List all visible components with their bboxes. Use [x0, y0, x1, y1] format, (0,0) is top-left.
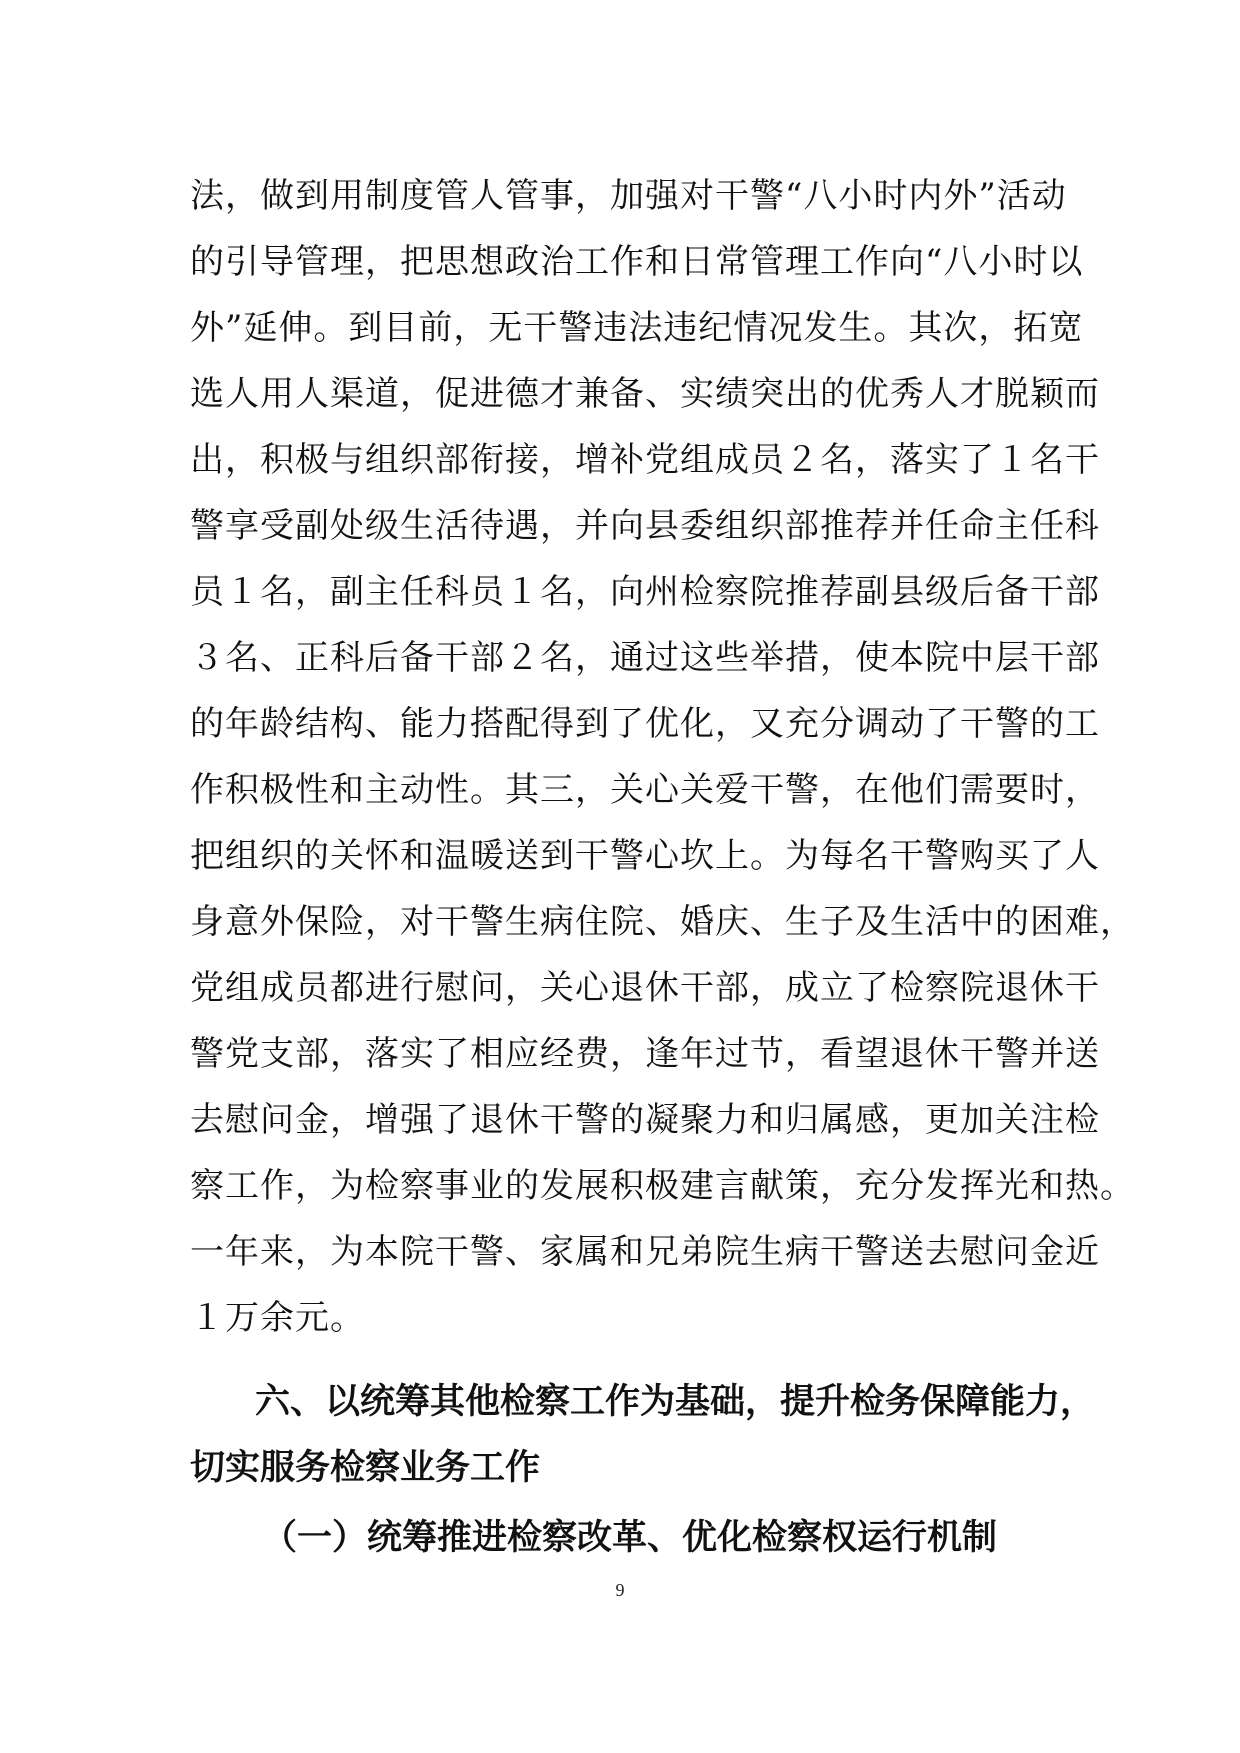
text-line: 察工作，为检察事业的发展积极建言献策，充分发挥光和热。: [190, 1166, 1135, 1206]
text-line: 的年龄结构、能力搭配得到了优化，又充分调动了干警的工: [190, 704, 1100, 744]
text-line: 法，做到用制度管人管事，加强对干警“八小时内外”活动: [190, 176, 1067, 216]
section-heading-line-1: 六、以统筹其他检察工作为基础，提升检务保障能力，: [255, 1382, 1096, 1422]
text-line: 员１名，副主任科员１名，向州检察院推荐副县级后备干部: [190, 572, 1100, 612]
section-heading-line-2: 切实服务检察业务工作: [190, 1448, 541, 1488]
text-line: 党组成员都进行慰问，关心退休干部，成立了检察院退休干: [190, 968, 1100, 1008]
page-number: 9: [615, 1580, 625, 1600]
text-line: 身意外保险，对干警生病住院、婚庆、生子及生活中的困难，: [190, 902, 1135, 942]
body-paragraph: [190, 163, 1135, 1351]
text-line: 警党支部，落实了相应经费，逢年过节，看望退休干警并送: [190, 1034, 1100, 1074]
text-line: 警享受副处级生活待遇，并向县委组织部推荐并任命主任科: [190, 506, 1100, 546]
subsection-heading: （一）统筹推进检察改革、优化检察权运行机制: [262, 1518, 998, 1558]
text-line: 外”延伸。到目前，无干警违法违纪情况发生。其次，拓宽: [190, 308, 1084, 348]
text-line: 出，积极与组织部衔接，增补党组成员２名，落实了１名干: [190, 440, 1100, 480]
text-line: 把组织的关怀和温暖送到干警心坎上。为每名干警购买了人: [190, 836, 1100, 876]
text-line: 选人用人渠道，促进德才兼备、实绩突出的优秀人才脱颖而: [190, 374, 1100, 414]
text-line: 作积极性和主动性。其三，关心关爱干警，在他们需要时，: [190, 770, 1100, 810]
text-line: 的引导管理，把思想政治工作和日常管理工作向“八小时以: [190, 242, 1084, 282]
text-line: ３名、正科后备干部２名，通过这些举措，使本院中层干部: [190, 638, 1100, 678]
text-line: １万余元。: [190, 1298, 365, 1338]
text-line: 一年来，为本院干警、家属和兄弟院生病干警送去慰问金近: [190, 1232, 1100, 1272]
text-line: 去慰问金，增强了退休干警的凝聚力和归属感，更加关注检: [190, 1100, 1100, 1140]
